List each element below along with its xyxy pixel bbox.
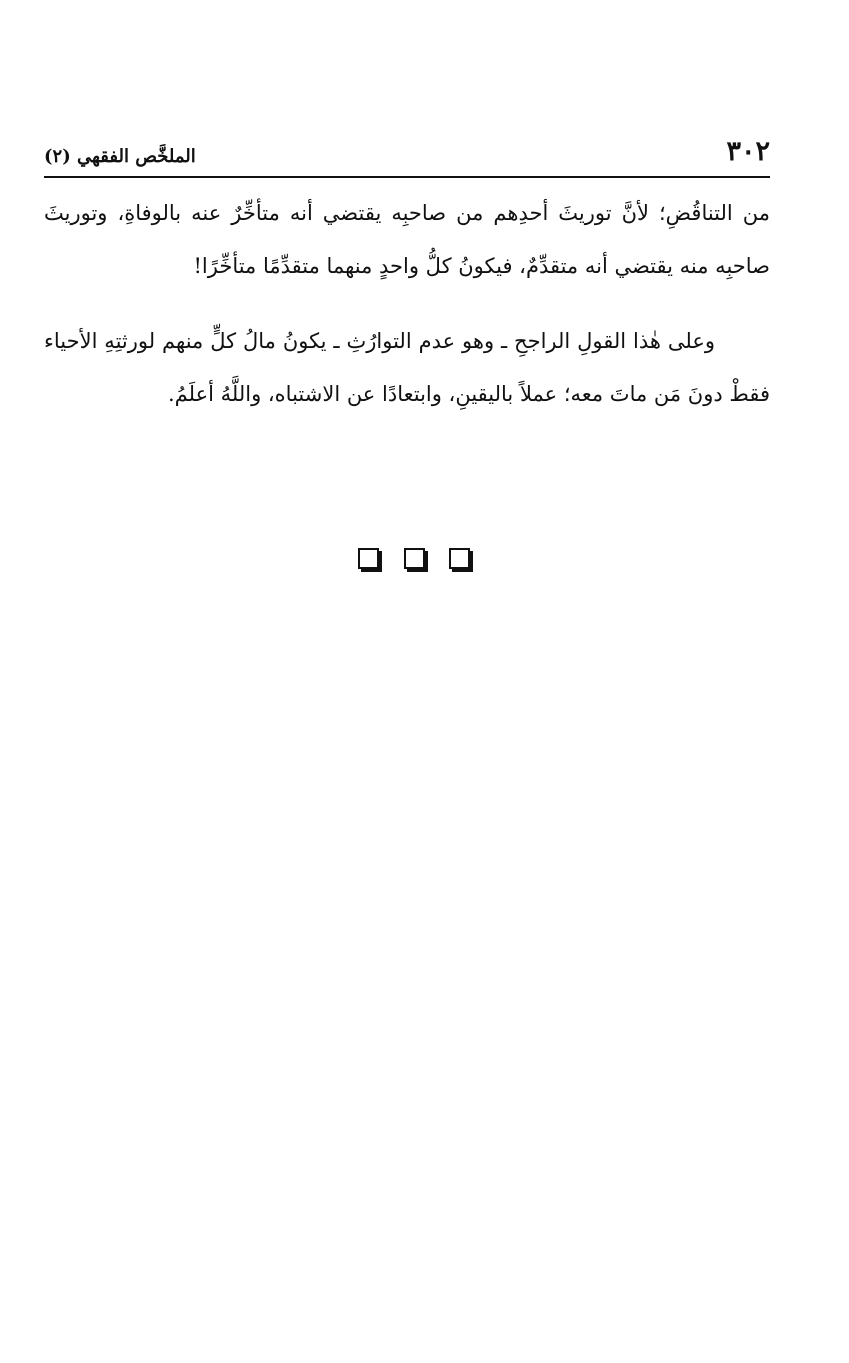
section-end-ornament xyxy=(358,548,470,576)
paragraph-1: من التناقُضِ؛ لأنَّ توريثَ أحدِهم من صاحبِه يقتضي أنه متأخِّرٌ عنه بالوفاةِ، وتوريثَ صاحبِه منه يقتضي أنه متقدِّمٌ، فيكونُ كلُّ واحدٍ منهما متقدِّمًا متأخِّرًا! xyxy=(44,201,770,278)
page-number: ٣٠٢ xyxy=(726,136,770,167)
page-header xyxy=(44,128,770,178)
running-title: الملخَّص الفقهي (٢) xyxy=(44,146,196,167)
body-text xyxy=(44,187,770,421)
box-icon xyxy=(449,548,470,569)
box-icon xyxy=(404,548,425,569)
box-icon xyxy=(358,548,379,569)
paragraph-2: وعلى هٰذا القولِ الراجحِ ـ وهو عدم التوارُثِ ـ يكونُ مالُ كلٍّ منهم لورثتِهِ الأحياء فقطْ دونَ مَن ماتَ معه؛ عملاً باليقينِ، وابتعادًا عن الاشتباه، واللَّهُ أعلَمُ. xyxy=(44,329,770,406)
